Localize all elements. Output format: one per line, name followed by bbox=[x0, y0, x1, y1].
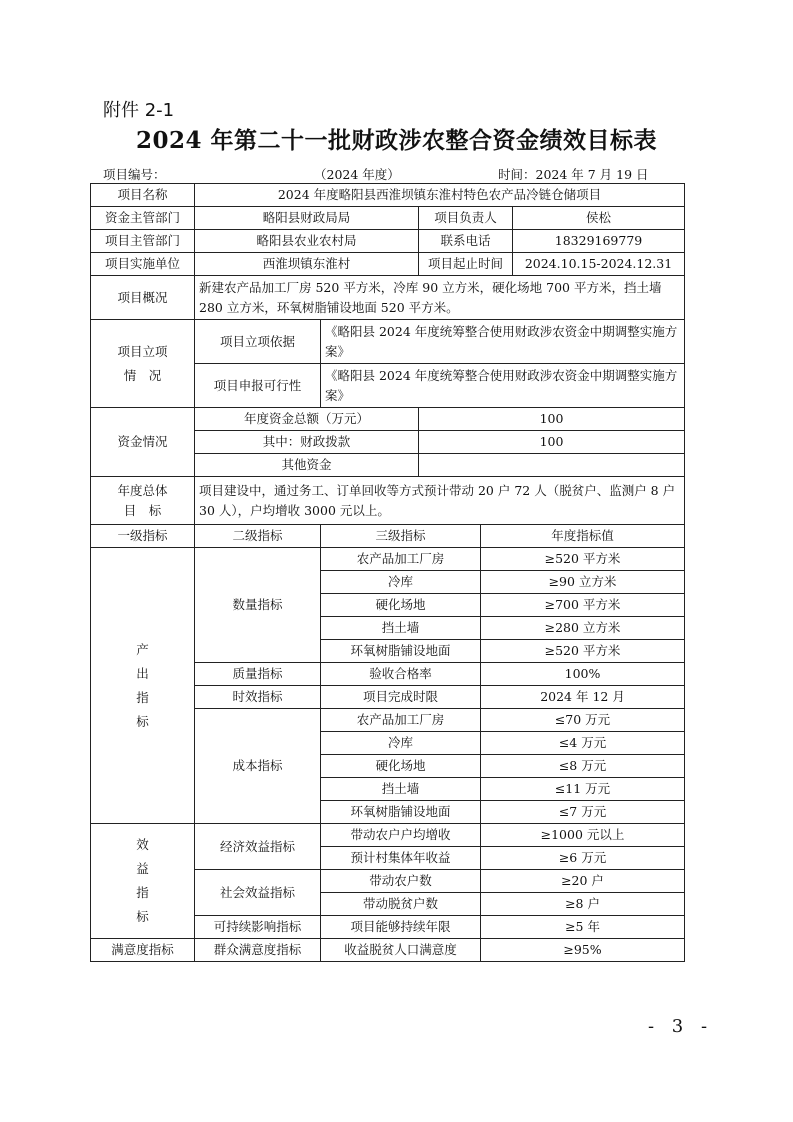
output-label-char: 标 bbox=[136, 713, 149, 729]
output-indicator-label bbox=[91, 548, 195, 824]
table-row bbox=[91, 230, 685, 253]
quantity-item-name: 冷库 bbox=[321, 571, 481, 594]
table-row bbox=[91, 408, 685, 431]
cost-indicator-label: 成本指标 bbox=[195, 709, 321, 824]
funding-dept-value: 略阳县财政局局 bbox=[195, 207, 419, 230]
attachment-label: 附件 2-1 bbox=[103, 100, 175, 121]
document-title: 2024 年第二十一批财政涉农整合资金绩效目标表 bbox=[135, 127, 658, 154]
benefit-label-char: 效 bbox=[136, 837, 149, 852]
year-label: （2024 年度） bbox=[314, 167, 400, 182]
feasibility-value: 《略阳县 2024 年度统筹整合使用财政涉农资金中期调整实施方案》 bbox=[321, 364, 685, 408]
goal-label-line: 目 标 bbox=[123, 502, 162, 518]
sustainable-indicator-label: 可持续影响指标 bbox=[195, 916, 321, 939]
benefit-label-char: 益 bbox=[136, 861, 149, 876]
leader-label: 项目负责人 bbox=[419, 207, 513, 230]
cost-item-value: ≤11 万元 bbox=[481, 778, 685, 801]
project-number-label: 项目编号： bbox=[103, 167, 166, 182]
goal-label-line: 年度总体 bbox=[117, 482, 168, 498]
output-label-char: 指 bbox=[136, 689, 149, 705]
output-label-char: 出 bbox=[136, 665, 149, 681]
timeliness-indicator-label: 时效指标 bbox=[195, 686, 321, 709]
header-level2: 二级指标 bbox=[195, 525, 321, 548]
cost-item-name: 挡土墙 bbox=[321, 778, 481, 801]
header-annual-value: 年度指标值 bbox=[481, 525, 685, 548]
table-row bbox=[91, 320, 685, 364]
table-row bbox=[91, 939, 685, 962]
cost-item-name: 环氧树脂铺设地面 bbox=[321, 801, 481, 824]
funds-other-value bbox=[419, 454, 685, 477]
cost-item-name: 农产品加工厂房 bbox=[321, 709, 481, 732]
quality-indicator-label: 质量指标 bbox=[195, 663, 321, 686]
funds-total-value: 100 bbox=[419, 408, 685, 431]
quantity-item-value: ≥280 立方米 bbox=[481, 617, 685, 640]
timeliness-item-name: 项目完成时限 bbox=[321, 686, 481, 709]
social-item-value: ≥20 户 bbox=[481, 870, 685, 893]
date-label: 时间：2024 年 7 月 19 日 bbox=[498, 167, 649, 182]
economic-item-value: ≥1000 元以上 bbox=[481, 824, 685, 847]
table-row bbox=[91, 276, 685, 320]
setup-label-line: 情 况 bbox=[123, 367, 162, 383]
economic-item-name: 预计村集体年收益 bbox=[321, 847, 481, 870]
satisfaction-indicator-label: 满意度指标 bbox=[91, 939, 195, 962]
funds-label: 资金情况 bbox=[91, 408, 195, 477]
table-row bbox=[91, 207, 685, 230]
funds-other-label: 其他资金 bbox=[195, 454, 419, 477]
funding-dept-label: 资金主管部门 bbox=[91, 207, 195, 230]
output-label-char: 产 bbox=[136, 641, 149, 657]
cost-item-value: ≤70 万元 bbox=[481, 709, 685, 732]
leader-value: 侯松 bbox=[513, 207, 685, 230]
quantity-indicator-label: 数量指标 bbox=[195, 548, 321, 663]
quantity-item-name: 环氧树脂铺设地面 bbox=[321, 640, 481, 663]
sustainable-item-value: ≥5 年 bbox=[481, 916, 685, 939]
quality-item-name: 验收合格率 bbox=[321, 663, 481, 686]
indicator-header-row bbox=[91, 525, 685, 548]
economic-item-value: ≥6 万元 bbox=[481, 847, 685, 870]
timeliness-item-value: 2024 年 12 月 bbox=[481, 686, 685, 709]
economic-indicator-label: 经济效益指标 bbox=[195, 824, 321, 870]
table-row bbox=[91, 824, 685, 847]
project-dept-value: 略阳县农业农村局 bbox=[195, 230, 419, 253]
cost-item-name: 冷库 bbox=[321, 732, 481, 755]
setup-basis-label: 项目立项依据 bbox=[195, 320, 321, 364]
project-name-value: 2024 年度略阳县西淮坝镇东淮村特色农产品冷链仓储项目 bbox=[195, 184, 685, 207]
funds-fiscal-label: 其中：财政拨款 bbox=[195, 431, 419, 454]
project-dept-label: 项目主管部门 bbox=[91, 230, 195, 253]
annual-goal-value: 项目建设中，通过务工、订单回收等方式预计带动 20 户 72 人（脱贫户、监测户 8 户 30 人），户均增收 3000 元以上。 bbox=[195, 477, 685, 525]
phone-value: 18329169779 bbox=[513, 230, 685, 253]
quantity-item-value: ≥90 立方米 bbox=[481, 571, 685, 594]
cost-item-value: ≤8 万元 bbox=[481, 755, 685, 778]
period-label: 项目起止时间 bbox=[419, 253, 513, 276]
impl-unit-label: 项目实施单位 bbox=[91, 253, 195, 276]
header-level1: 一级指标 bbox=[91, 525, 195, 548]
quantity-item-value: ≥700 平方米 bbox=[481, 594, 685, 617]
social-item-name: 带动农户数 bbox=[321, 870, 481, 893]
quantity-item-name: 挡土墙 bbox=[321, 617, 481, 640]
cost-item-name: 硬化场地 bbox=[321, 755, 481, 778]
quantity-item-value: ≥520 平方米 bbox=[481, 548, 685, 571]
social-indicator-label: 社会效益指标 bbox=[195, 870, 321, 916]
project-setup-label bbox=[91, 320, 195, 408]
impl-unit-value: 西淮坝镇东淮村 bbox=[195, 253, 419, 276]
benefit-indicator-label bbox=[91, 824, 195, 939]
phone-label: 联系电话 bbox=[419, 230, 513, 253]
cost-item-value: ≤4 万元 bbox=[481, 732, 685, 755]
satisfaction-item-value: ≥95% bbox=[481, 939, 685, 962]
table-row bbox=[91, 253, 685, 276]
social-item-name: 带动脱贫户数 bbox=[321, 893, 481, 916]
setup-basis-value: 《略阳县 2024 年度统筹整合使用财政涉农资金中期调整实施方案》 bbox=[321, 320, 685, 364]
funds-fiscal-value: 100 bbox=[419, 431, 685, 454]
quantity-item-value: ≥520 平方米 bbox=[481, 640, 685, 663]
funds-total-label: 年度资金总额（万元） bbox=[195, 408, 419, 431]
overview-label: 项目概况 bbox=[91, 276, 195, 320]
overview-value: 新建农产品加工厂房 520 平方米，冷库 90 立方米，硬化场地 700 平方米，挡土墙 280 立方米，环氧树脂铺设地面 520 平方米。 bbox=[195, 276, 685, 320]
period-value: 2024.10.15-2024.12.31 bbox=[513, 253, 685, 276]
benefit-label-char: 指 bbox=[136, 885, 149, 900]
annual-goal-label bbox=[91, 477, 195, 525]
header-level3: 三级指标 bbox=[321, 525, 481, 548]
quality-item-value: 100% bbox=[481, 663, 685, 686]
public-satisfaction-label: 群众满意度指标 bbox=[195, 939, 321, 962]
cost-item-value: ≤7 万元 bbox=[481, 801, 685, 824]
table-row bbox=[91, 477, 685, 525]
quantity-item-name: 农产品加工厂房 bbox=[321, 548, 481, 571]
table-row bbox=[91, 548, 685, 571]
feasibility-label: 项目申报可行性 bbox=[195, 364, 321, 408]
social-item-value: ≥8 户 bbox=[481, 893, 685, 916]
table-row bbox=[91, 184, 685, 207]
performance-table bbox=[90, 183, 685, 962]
satisfaction-item-name: 收益脱贫人口满意度 bbox=[321, 939, 481, 962]
economic-item-name: 带动农户户均增收 bbox=[321, 824, 481, 847]
project-name-label: 项目名称 bbox=[91, 184, 195, 207]
page-number: - 3 - bbox=[648, 1016, 714, 1037]
setup-label-line: 项目立项 bbox=[117, 343, 168, 359]
quantity-item-name: 硬化场地 bbox=[321, 594, 481, 617]
benefit-label-char: 标 bbox=[136, 909, 149, 924]
sustainable-item-name: 项目能够持续年限 bbox=[321, 916, 481, 939]
